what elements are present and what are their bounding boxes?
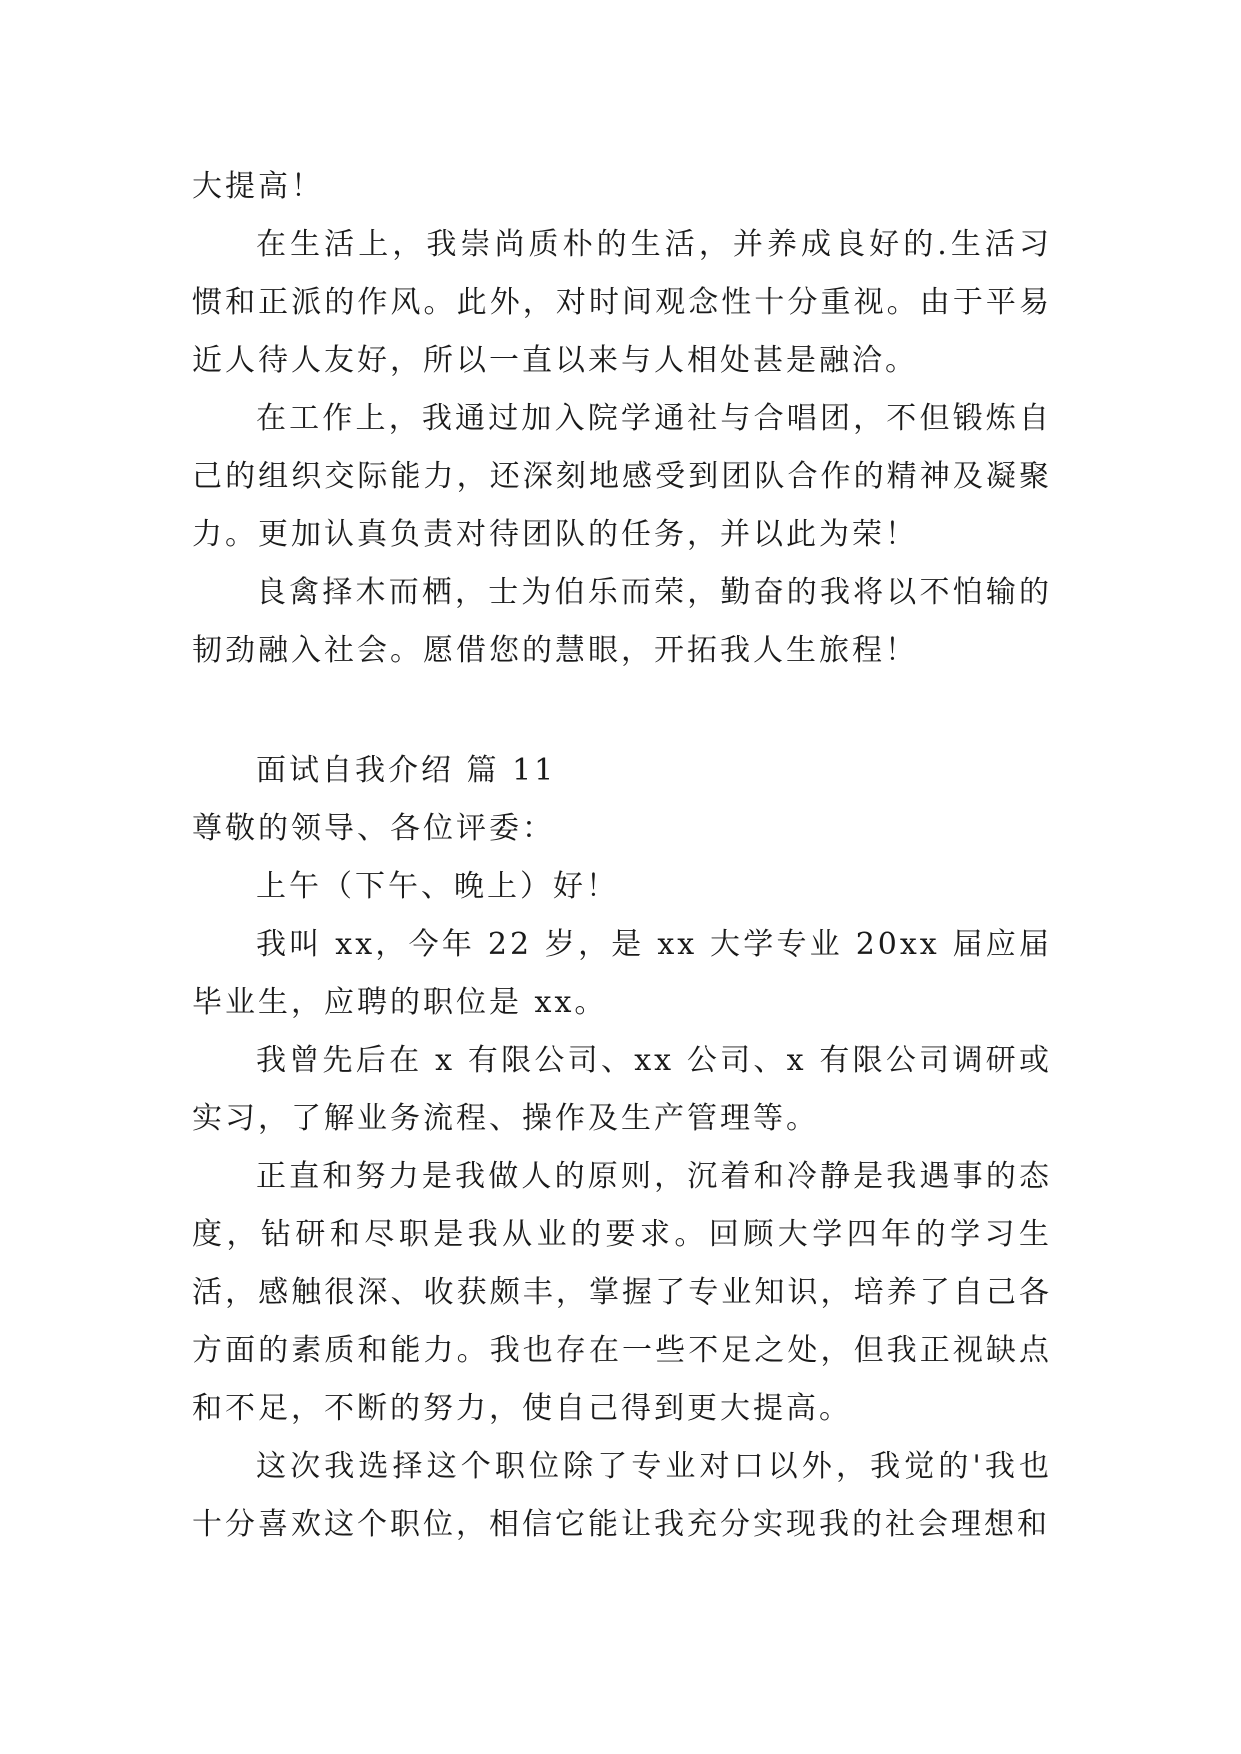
paragraph-name: 我叫 xx，今年 22 岁，是 xx 大学专业 20xx 届应届毕业生，应聘的职位是 xx。: [192, 927, 1052, 1020]
paragraph-closing: 良禽择木而栖，士为伯乐而荣，勤奋的我将以不怕输的韧劲融入社会。愿借您的慧眼，开拓我人生旅程！: [192, 575, 1052, 668]
paragraph-life: 在生活上，我崇尚质朴的生活，并养成良好的.生活习惯和正派的作风。此外，对时间观念性十分重视。由于平易近人待人友好，所以一直以来与人相处甚是融洽。: [192, 227, 1052, 378]
paragraph-work: 在工作上，我通过加入院学通社与合唱团，不但锻炼自己的组织交际能力，还深刻地感受到团队合作的精神及凝聚力。更加认真负责对待团队的任务，并以此为荣！: [192, 401, 1052, 552]
paragraph-position: 这次我选择这个职位除了专业对口以外，我觉的'我也十分喜欢这个职位，相信它能让我充分实现我的社会理想和: [192, 1449, 1052, 1542]
paragraph-greeting: 上午（下午、晚上）好！: [256, 869, 619, 904]
paragraph-principles: 正直和努力是我做人的原则，沉着和冷静是我遇事的态度，钻研和尽职是我从业的要求。回顾大学四年的学习生活，感触很深、收获颇丰，掌握了专业知识，培养了自己各方面的素质和能力。我也存在一些不足之处，但我正视缺点和不足，不断的努力，使自己得到更大提高。: [192, 1159, 1052, 1426]
salutation: 尊敬的领导、各位评委：: [192, 811, 555, 846]
paragraph-internship: 我曾先后在 x 有限公司、xx 公司、x 有限公司调研或实习，了解业务流程、操作及生产管理等。: [192, 1043, 1052, 1136]
continuation-text: 大提高！: [192, 169, 324, 204]
section-heading: 面试自我介绍 篇 11: [256, 753, 557, 788]
document-body: [192, 158, 1052, 1554]
